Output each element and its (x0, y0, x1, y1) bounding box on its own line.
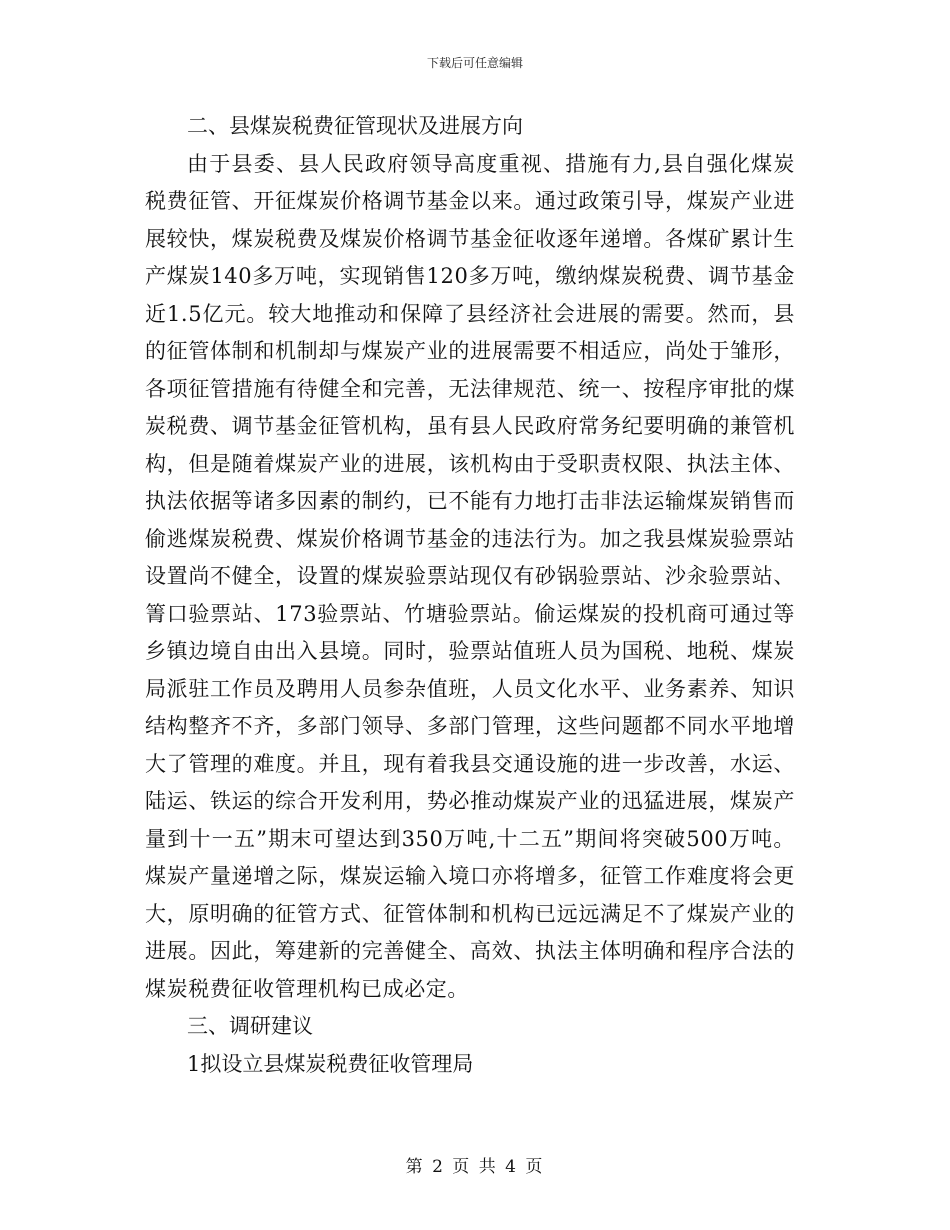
section-2-paragraph: 由于县委、县人民政府领导高度重视、措施有力,县自强化煤炭税费征管、开征煤炭价格调节基金以来。通过政策引导，煤炭产业进展较快，煤炭税费及煤炭价格调节基金征收逐年递增。各煤矿累计生产煤炭140多万吨，实现销售120多万吨，缴纳煤炭税费、调节基金近1.5亿元。较大地推动和保障了县经济社会进展的需要。然而，县的征管体制和机制却与煤炭产业的进展需要不相适应，尚处于雏形，各项征管措施有待健全和完善，无法律规范、统一、按程序审批的煤炭税费、调节基金征管机构，虽有县人民政府常务纪要明确的兼管机构，但是随着煤炭产业的进展，该机构由于受职责权限、执法主体、执法依据等诸多因素的制约，已不能有力地打击非法运输煤炭销售而偷逃煤炭税费、煤炭价格调节基金的违法行为。加之我县煤炭验票站设置尚不健全，设置的煤炭验票站现仅有砂锅验票站、沙汆验票站、箐口验票站、173验票站、竹塘验票站。偷运煤炭的投机商可通过等乡镇边境自由出入县境。同时，验票站值班人员为国税、地税、煤炭局派驻工作员及聘用人员参杂值班，人员文化水平、业务素养、知识结构整齐不齐，多部门领导、多部门管理，这些问题都不同水平地增大了管理的难度。并且，现有着我县交通设施的进一步改善，水运、陆运、铁运的综合开发利用，势必推动煤炭产业的迅猛进展，煤炭产量到十一五”期末可望达到350万吨,十二五”期间将突破500万吨。煤炭产量递增之际，煤炭运输入境口亦将增多，征管工作难度将会更大，原明确的征管方式、征管体制和机构已远远满足不了煤炭产业的进展。因此，筹建新的完善健全、高效、执法主体明确和程序合法的煤炭税费征收管理机构已成必定。 (145, 151, 795, 1001)
document-body (145, 108, 795, 1083)
header-note: 下载后可任意编辑 (426, 56, 523, 70)
section-2-heading: 二、县煤炭税费征管现状及进展方向 (187, 114, 523, 138)
page-number: 第 2 页 共 4 页 (405, 1157, 545, 1177)
item-1-heading: 1拟设立县煤炭税费征收管理局 (187, 1051, 474, 1076)
section-3-heading: 三、调研建议 (187, 1014, 313, 1038)
